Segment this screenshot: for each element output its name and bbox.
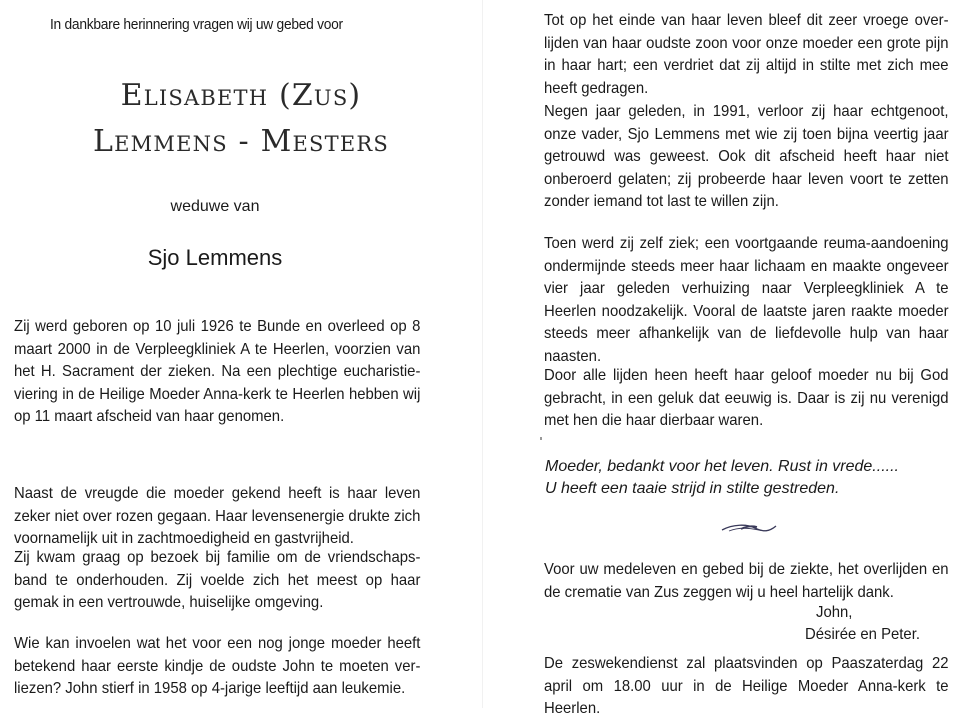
memorial-paragraph-4: Door alle lijden heen heeft haar geloof moeder nu bij God gebracht, in een geluk dat eeuwig is. Daar is zij nu verenigd met hen die haar dierbaar waren. bbox=[544, 367, 949, 429]
signature-line-1: John, bbox=[816, 604, 853, 621]
thanks-paragraph: Voor uw medeleven en gebed bij de ziekte, het overlijden en de crematie van Zus zeggen wij u heel hartelijk dank. bbox=[544, 561, 949, 601]
right-page bbox=[483, 0, 965, 717]
flourish-ornament-icon bbox=[721, 521, 777, 535]
signature-line-2: Désirée en Peter. bbox=[805, 626, 920, 643]
service-announcement: De zeswekendienst zal plaatsvinden op Paaszaterdag 22 april om 18.00 uur in de Heilige Moeder Anna-kerk te Heerlen. bbox=[544, 655, 949, 717]
biography-paragraph-2: Naast de vreugde die moeder gekend heeft is haar leven zeker niet over rozen gegaan. Haar levensenergie drukte zich voornamelijk uit in zachtmoedigheid en gastvrijheid. bbox=[14, 485, 421, 547]
biography-paragraph-4: Wie kan invoelen wat het voor een nog jonge moeder heeft betekend haar eerste kindje de oudste John te moeten ver-liezen? John stierf in 1958 op 4-jarige leeftijd aan leukemie. bbox=[14, 635, 421, 697]
memorial-paragraph-1: Tot op het einde van haar leven bleef dit zeer vroege over-lijden van haar oudste zoon voor onze moeder een grote pijn in haar hart; een verdriet dat zij altijd in stilte met zich mee heeft gedragen. bbox=[544, 12, 949, 97]
husband-name: Sjo Lemmens bbox=[147, 245, 283, 270]
speck bbox=[540, 437, 542, 440]
farewell-quote-line-2: U heeft een taaie strijd in stilte gestreden. bbox=[545, 480, 840, 497]
memorial-paragraph-3: Toen werd zij zelf ziek; een voortgaande reuma-aandoening ondermijnde steeds meer haar lichaam en maakte ongeveer vier jaar geleden verhuizing naar Verpleegkliniek A te Heerlen noodzakelijk. Vooral de laatste jaren raakte moeder steeds meer afhankelijk van de liefdevolle hulp van haar naasten. bbox=[544, 235, 949, 365]
biography-paragraph-3: Zij kwam graag op bezoek bij familie om de vriendschaps-band te onderhouden. Zij voelde zich het meest op haar gemak in een vertrouwde, huiselijke omgeving. bbox=[14, 549, 421, 611]
deceased-name-line2: Lemmens - Mesters bbox=[93, 124, 389, 159]
intro-line: In dankbare herinnering vragen wij uw gebed voor bbox=[50, 16, 343, 33]
deceased-name-line1: Elisabeth (Zus) bbox=[120, 78, 362, 113]
memorial-paragraph-2: Negen jaar geleden, in 1991, verloor zij haar echtgenoot, onze vader, Sjo Lemmens met wie zij toen bijna veertig jaar getrouwd was geweest. Ook dit afscheid heeft haar niet onberoerd gelaten; zij probeerde haar leven voort te zetten zonder iemand tot last te willen zijn. bbox=[544, 103, 949, 210]
farewell-quote-line-1: Moeder, bedankt voor het leven. Rust in vrede...... bbox=[545, 458, 899, 475]
biography-paragraph-1: Zij werd geboren op 10 juli 1926 te Bunde en overleed op 8 maart 2000 in de Verpleegkliniek A te Heerlen, voorzien van het H. Sacrament der zieken. Na een plechtige eucharistie-viering in de Heilige Moeder Anna-kerk te Heerlen hebben wij op 11 maart afscheid van haar genomen. bbox=[14, 318, 421, 425]
widow-of-label: weduwe van bbox=[170, 198, 260, 215]
left-page bbox=[0, 0, 482, 708]
